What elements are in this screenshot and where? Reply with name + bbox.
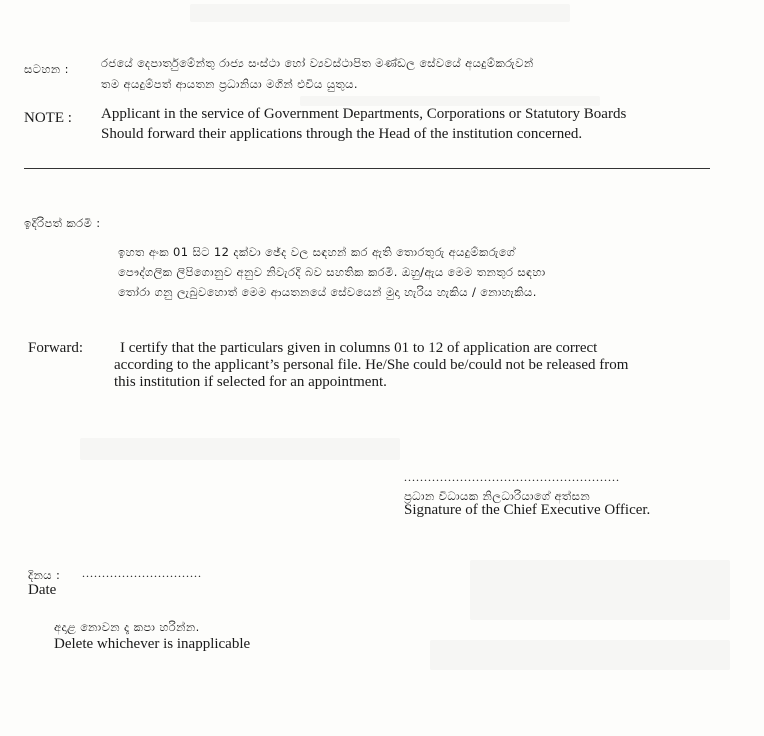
forward-sinhala-label: ඉදිරිපත් කරමි :: [24, 216, 101, 230]
signature-line: ......................................................: [404, 470, 620, 484]
date-english-label: Date: [28, 582, 57, 598]
forward-english-line-3: this institution if selected for an appointment.: [114, 374, 387, 390]
show-through-mark: [470, 560, 730, 620]
date-sinhala-label: දිනය :: [28, 568, 61, 582]
note-english-line-2: Should forward their applications through the Head of the institution concerned.: [101, 126, 583, 142]
delete-note-english: Delete whichever is inapplicable: [54, 636, 251, 652]
show-through-mark: [300, 96, 600, 106]
forward-english-line-2: according to the applicant’s personal file. He/She could be/could not be released from: [114, 357, 629, 373]
signature-sinhala-caption: ප්‍රධාන විධායක නිලධාරියාගේ අත්සන: [404, 489, 591, 503]
forward-sinhala-line-1: ඉහත අංක 01 සිට 12 දක්වා ඡේද වල සඳහන් කර ඇති තොරතුරු අයදුම්කරුගේ: [118, 245, 516, 259]
forward-english-line-1: I certify that the particulars given in columns 01 to 12 of application are correct: [120, 340, 598, 356]
delete-note-sinhala: අදාළ නොවන දෑ කපා හරින්න.: [54, 620, 200, 634]
forward-english-label: Forward:: [28, 340, 83, 356]
show-through-mark: [190, 4, 570, 22]
section-divider: [24, 168, 710, 169]
forward-sinhala-line-2: පෞද්ගලික ලිපිගොනුව අනුව නිවැරදි බව සහතික කරමි. ඔහු/ඇය මෙම තනතුර සඳහා: [118, 265, 546, 279]
note-sinhala-label: සටහන :: [24, 62, 69, 76]
note-english-label: NOTE :: [24, 110, 72, 126]
note-sinhala-line-1: රජයේ දෙපාර්තුමේන්තු රාජ්‍ය සංස්ථා හෝ ව්‍යවස්ථාපිත මණ්ඩල සේවයේ අයදුම්කරුවන්: [101, 56, 534, 70]
show-through-mark: [430, 640, 730, 670]
note-sinhala-line-2: තම අයදුම්පත් ආයතන ප්‍රධානියා මගින් එවිය යුතුය.: [101, 77, 358, 91]
show-through-mark: [80, 438, 400, 460]
signature-english-caption: Signature of the Chief Executive Officer.: [404, 502, 651, 518]
date-field-line: ..............................: [82, 566, 202, 580]
note-english-line-1: Applicant in the service of Government Departments, Corporations or Statutory Boards: [101, 106, 627, 122]
forward-sinhala-line-3: තෝරා ගනු ලැබුවහොත් මෙම ආයතනයේ සේවයෙන් මුදා හැරිය හැකිය / නොහැකිය.: [118, 285, 537, 299]
